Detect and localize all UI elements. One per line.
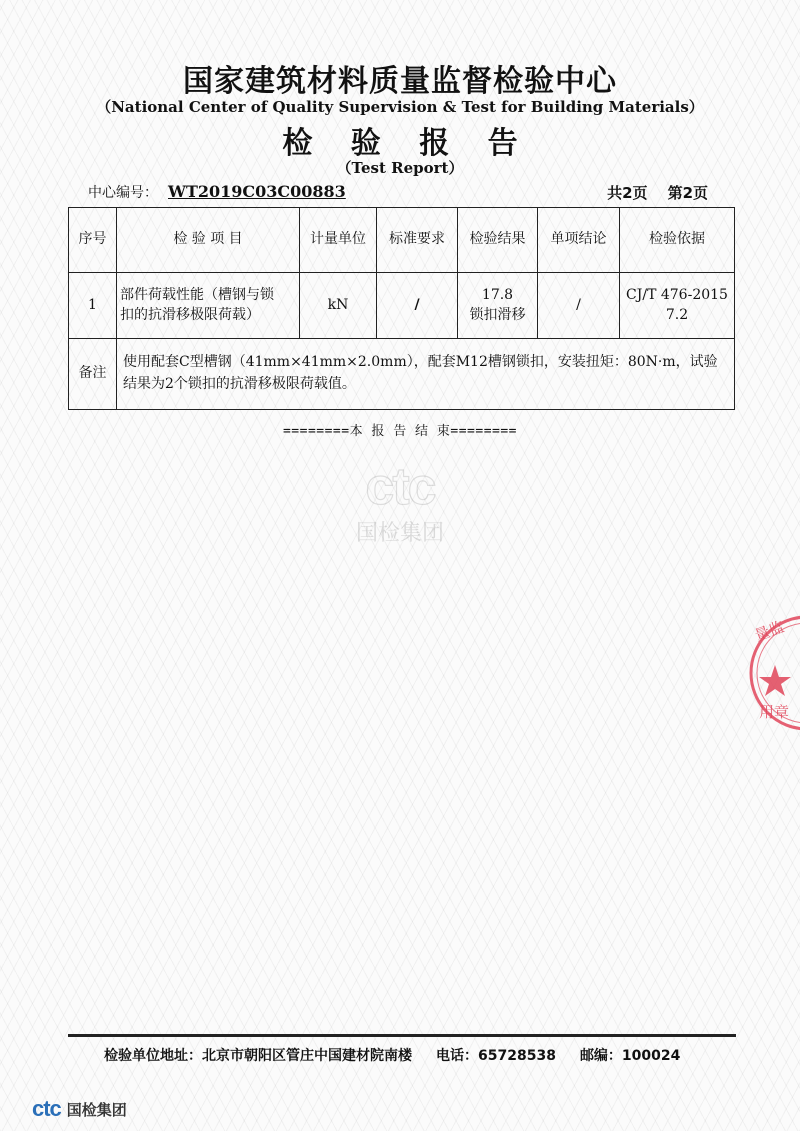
report-meta [88,182,708,202]
watermark-logo: ctc [365,458,435,516]
center-no-label: 中心编号： [88,185,158,201]
seal-graphic [745,605,800,740]
cell-requirement: / [377,273,458,339]
report-end-marker: ========本 报 告 结 束======== [282,424,518,439]
cell-item [117,273,300,339]
cell-unit: kN [300,273,377,339]
cell-item-line1: 部件荷载性能（槽钢与锁 [120,286,274,303]
cell-result-value: 17.8 [481,286,514,303]
header-result: 检验结果 [458,208,538,273]
footer-divider [68,1034,736,1037]
cell-seq: 1 [69,273,117,339]
watermark-name: 国检集团 [355,521,444,546]
total-pages: 共2页 [607,184,648,202]
cell-conclusion: / [538,273,620,339]
current-page: 第2页 [667,184,708,202]
footer-address: 检验单位地址：北京市朝阳区管庄中国建材院南楼 [104,1048,412,1064]
cell-result-note: 锁扣滑移 [469,306,526,323]
footer-postcode: 邮编：100024 [579,1048,681,1064]
header-unit: 计量单位 [300,208,377,273]
org-title-en: （National Center of Quality Supervision & Test for Building Materials） [96,98,704,116]
footer-contact [104,1045,744,1065]
remark-row [69,339,735,410]
remark-label: 备注 [69,339,117,410]
results-table [68,207,735,410]
remark-text: 使用配套C型槽钢（41mm×41mm×2.0mm），配套M12槽钢锁扣，安装扭矩：80N·m，试验结果为2个锁扣的抗滑移极限荷载值。 [117,339,735,410]
cell-result [458,273,538,339]
footer-phone: 电话：65728538 [436,1048,556,1064]
cell-basis-standard: CJ/T 476-2015 [626,286,728,303]
header-item: 检 验 项 目 [117,208,300,273]
brand-mark [32,1096,127,1122]
cell-item-line2: 扣的抗滑移极限荷载） [120,306,260,323]
cell-basis [620,273,735,339]
org-title-cn: 国家建筑材料质量监督检验中心 [183,64,617,99]
svg-text:量监: 量监 [752,617,787,645]
header-conclusion: 单项结论 [538,208,620,273]
report-title-cn: 检 验 报 告 [282,126,532,161]
watermark [330,458,470,547]
table-header-row [69,208,735,273]
header-requirement: 标准要求 [377,208,458,273]
header-basis: 检验依据 [620,208,735,273]
svg-text:用章: 用章 [759,703,790,721]
brand-logo-icon: ctc [32,1096,61,1121]
cell-basis-clause: 7.2 [665,306,689,323]
official-seal [745,605,800,740]
brand-name: 国检集团 [66,1100,127,1119]
page-indicator [607,182,708,203]
table-row [69,273,735,339]
report-title-en: （Test Report） [336,159,464,177]
center-no-value: WT2019C03C00883 [168,182,346,201]
header-seq: 序号 [69,208,117,273]
